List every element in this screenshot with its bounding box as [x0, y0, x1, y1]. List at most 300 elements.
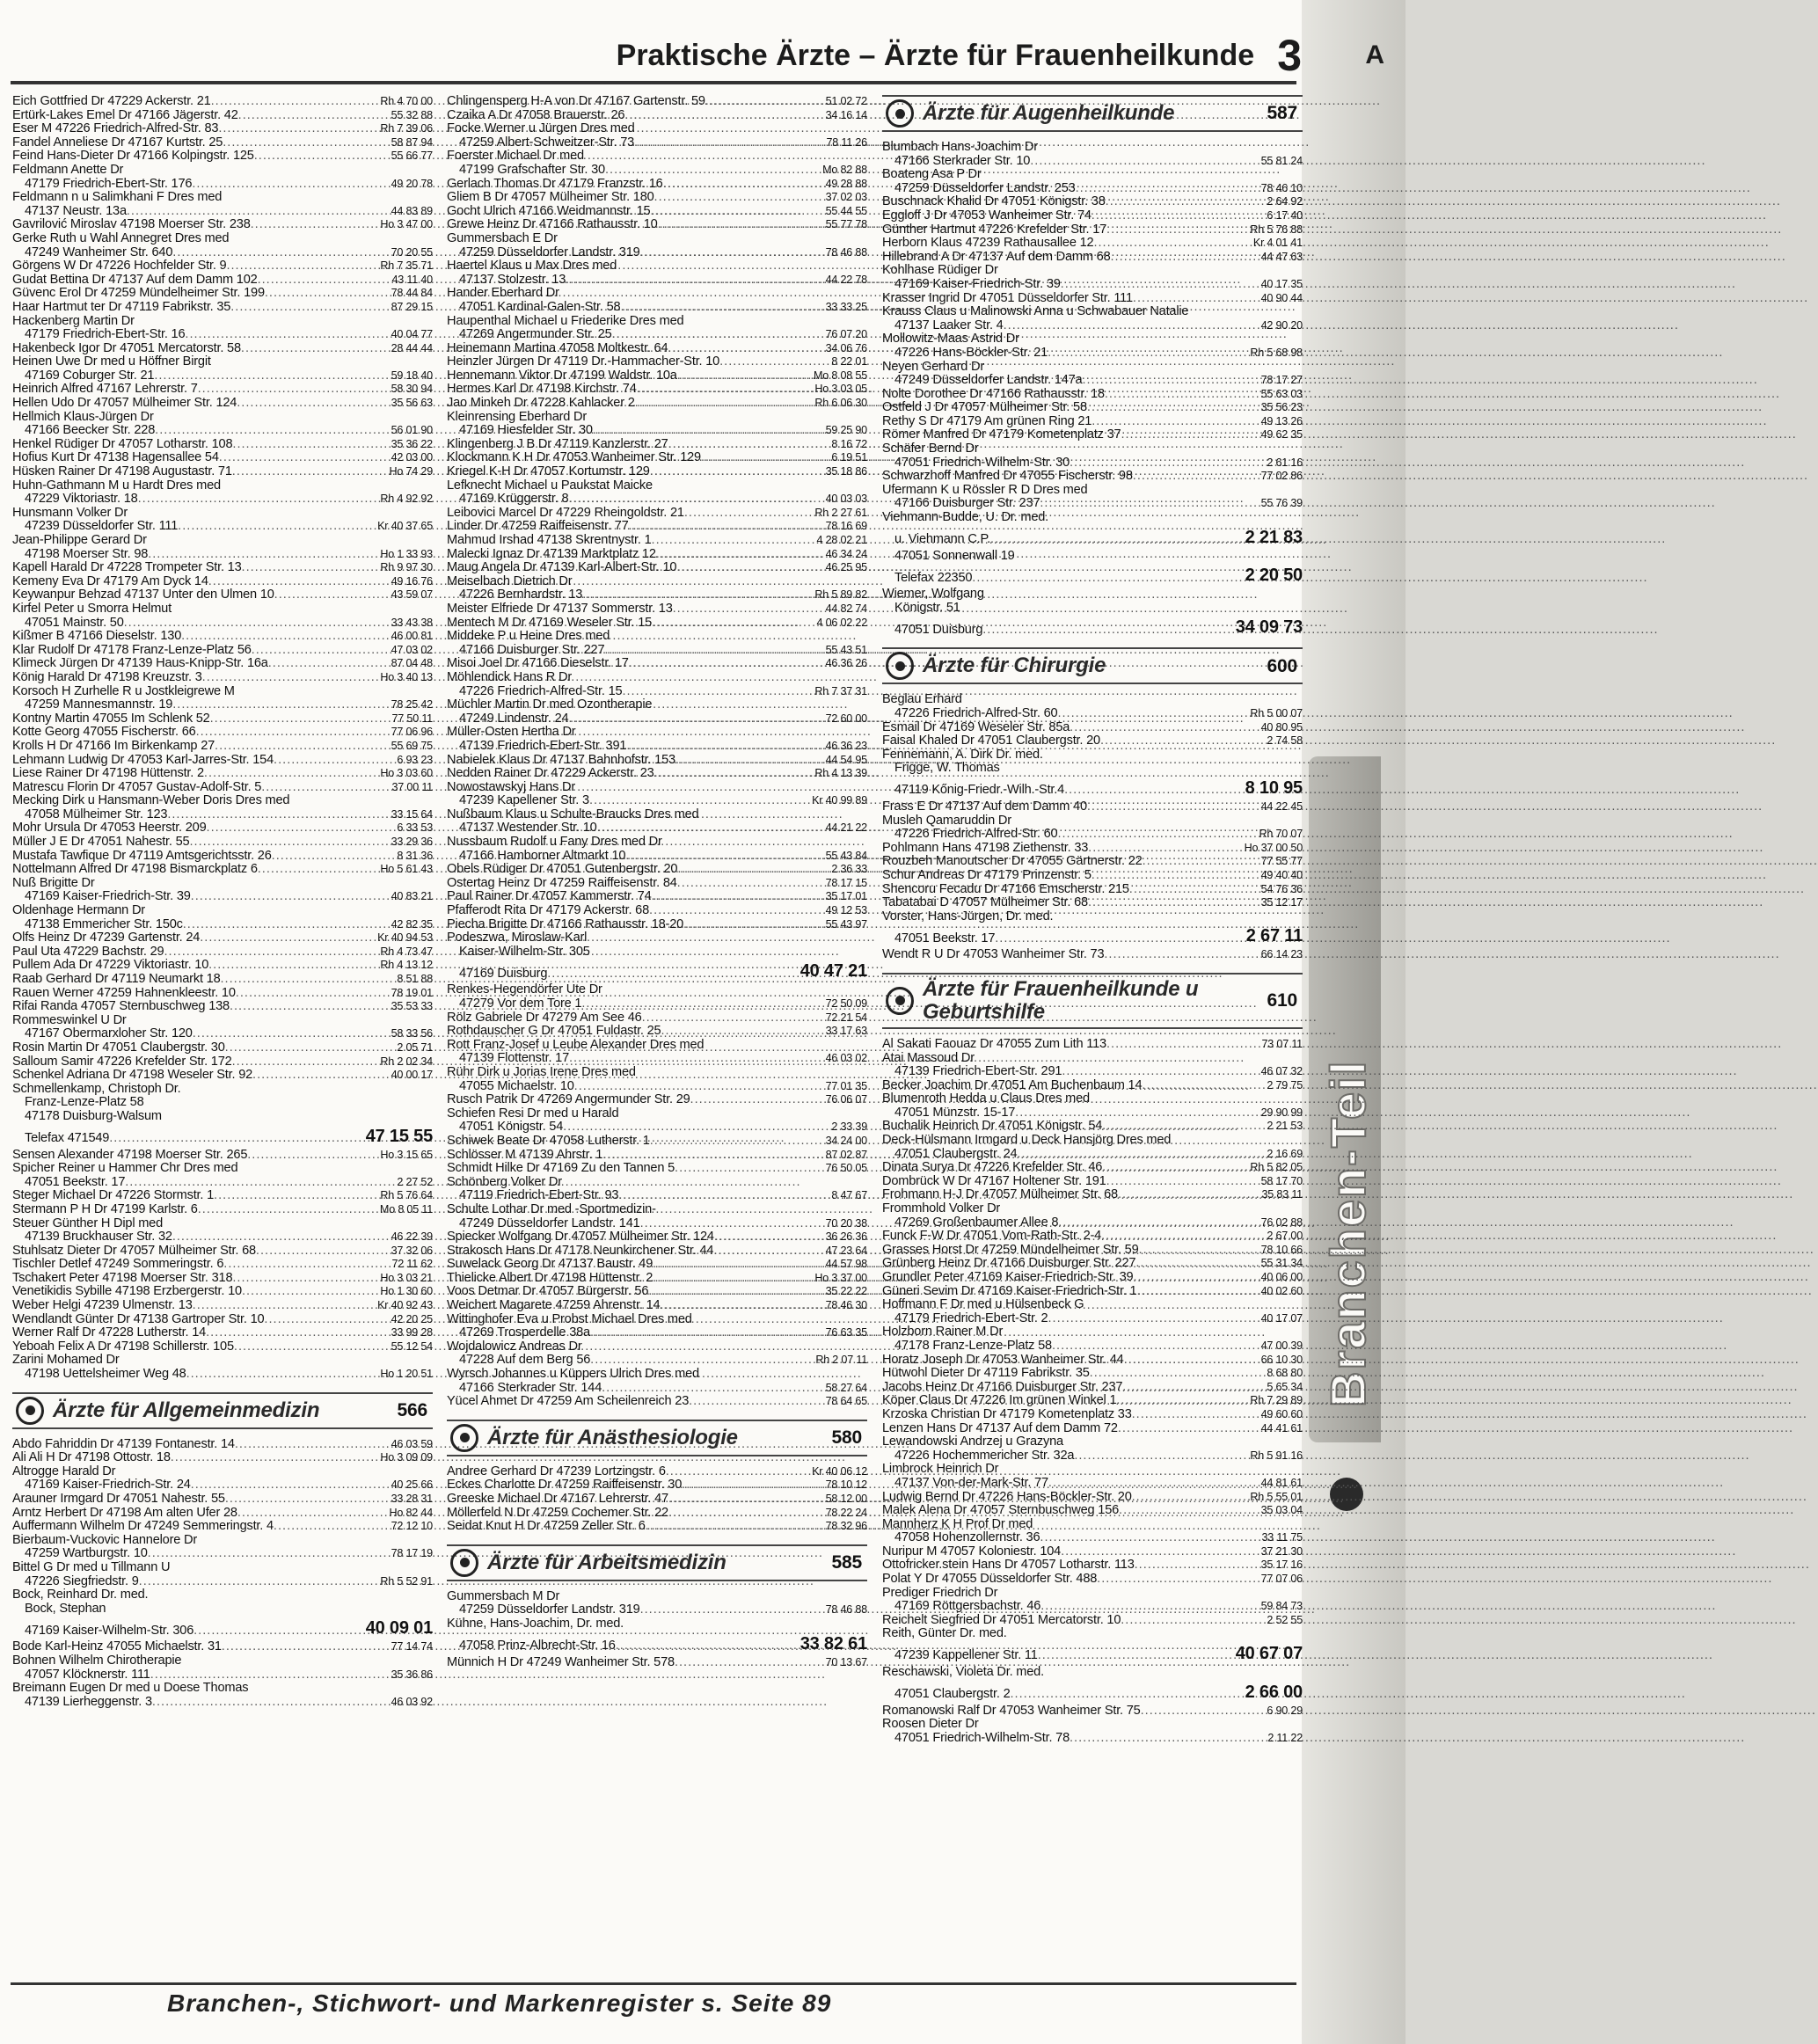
- entry-name: Grundler Peter 47169 Kaiser-Friedrich-Str. 39: [882, 1270, 1134, 1284]
- entry-phone: 77 50 11: [391, 712, 433, 725]
- dot-leader: [660, 1299, 823, 1313]
- entry-name: Jao Minkeh Dr 47228 Kahlacker 2: [447, 396, 635, 411]
- listing-entry: [882, 1257, 1303, 1271]
- entry-phone: 78 10 12: [825, 1478, 867, 1492]
- entry-phone: 59 25 90: [825, 424, 867, 437]
- entry-name: 47226 Friedrich-Alfred-Str. 15: [459, 683, 623, 698]
- listing-entry: [447, 1603, 867, 1617]
- section-number: 610: [1267, 990, 1297, 1011]
- listing-entry: [447, 1025, 867, 1039]
- entry-phone: Ho 3 09 09: [380, 1451, 433, 1464]
- entry-phone: 46 36 23: [825, 739, 867, 752]
- listing-entry: [447, 1245, 867, 1259]
- listing-entry: [447, 246, 867, 260]
- entry-name: Telefax 22350: [894, 570, 973, 585]
- entry-phone: 2 11 22: [1267, 1731, 1303, 1744]
- listing-entry: [882, 926, 1303, 945]
- listing-line: Wyrsch Johannes u Küppers Ulrich Dres med: [447, 1367, 699, 1382]
- entry-phone: Ho 1 30 60: [380, 1285, 433, 1298]
- entry-phone: 2 21 53: [1267, 1120, 1303, 1133]
- entry-phone: 2 33 39: [831, 1121, 867, 1134]
- entry-name: Steger Michael Dr 47226 Stormstr. 1: [12, 1188, 215, 1203]
- entry-phone: 55 43 51: [825, 643, 867, 656]
- listing-entry: [12, 987, 433, 1001]
- listing-entry: [882, 1614, 1303, 1628]
- entry-name: Seidat Knut H Dr 47259 Zeller Str. 6: [447, 1519, 646, 1534]
- entry-name: 47137 Stolzestr. 13: [459, 272, 566, 287]
- dot-leader: [183, 918, 390, 932]
- section-title: Ärzte für Frauenheilkunde u Geburtshilfe: [923, 976, 1199, 1024]
- listing-entry: [447, 1395, 867, 1409]
- dot-leader: [616, 1639, 799, 1653]
- dot-leader: [1048, 347, 1248, 361]
- listing-line: Lewandowski Andrzej u Grazyna: [882, 1434, 1063, 1449]
- dot-leader: [1092, 209, 1266, 223]
- dot-leader: [265, 287, 390, 301]
- entry-phone: 78 46 10: [1260, 181, 1303, 194]
- entry-phone: 6 19 51: [831, 451, 867, 464]
- listing-line: Hander Eberhard Dr: [447, 286, 559, 301]
- entry-name: 47179 Friedrich-Ebert-Str. 2: [894, 1310, 1048, 1325]
- listing-entry: [12, 754, 433, 768]
- entry-phone: 40 00 17: [391, 1069, 433, 1082]
- listing-entry: [12, 617, 433, 631]
- listing-entry: [447, 534, 867, 548]
- entry-name: 47198 Uettelsheimer Weg 48: [25, 1367, 186, 1382]
- listing-entry: [882, 1244, 1303, 1258]
- listing-line: Bohnen Wilhelm Chirotherapie: [12, 1653, 182, 1668]
- entry-phone: 47 15 55: [365, 1126, 433, 1146]
- listing-entry: [447, 1493, 867, 1507]
- entry-name: Malek Alena Dr 47057 Sternbuschweg 156: [882, 1503, 1120, 1518]
- entry-name: Hüsken Rainer Dr 47198 Augustastr. 71: [12, 464, 232, 479]
- entry-name: 47169 Kaiser-Wilhelm-Str. 306: [25, 1623, 194, 1638]
- listing-line: Roosen Dieter Dr: [882, 1717, 979, 1732]
- section-header-chirurgie: [882, 647, 1303, 684]
- entry-name: Auffermann Wilhelm Dr 47249 Semmeringstr. 4: [12, 1519, 274, 1534]
- dot-leader: [574, 1080, 824, 1094]
- entry-name: Römer Manfred Dr 47179 Kometenplatz 37: [882, 427, 1121, 442]
- entry-name: Stuhlsatz Dieter Dr 47057 Mülheimer Str. 68: [12, 1243, 256, 1258]
- dot-leader: [274, 754, 395, 768]
- column-2: [447, 95, 867, 1669]
- entry-name: Herborn Klaus 47239 Rathausallee 12: [882, 236, 1094, 251]
- register-letter: A: [1365, 40, 1384, 69]
- listing-entry: [447, 274, 867, 288]
- listing-entry: [882, 415, 1303, 429]
- dot-leader: [637, 383, 814, 397]
- entry-phone: 55 12 54: [391, 1340, 433, 1353]
- entry-name: Güvenc Erol Dr 47259 Mündelheimer Str. 199: [12, 286, 265, 301]
- entry-phone: 49 13 26: [1260, 414, 1303, 427]
- listing-entry: [447, 602, 867, 617]
- listing-line: Jean-Philippe Gerard Dr: [12, 533, 147, 547]
- entry-name: 47226 Friedrich-Alfred-Str. 60: [894, 706, 1058, 720]
- listing-entry: [882, 319, 1303, 333]
- listing-entry: [447, 1162, 867, 1176]
- listing-entry: [882, 842, 1303, 856]
- entry-name: Krzoska Christian Dr 47179 Kometenplatz 33: [882, 1406, 1132, 1421]
- listing-line: Viehmann-Budde, U. Dr. med.: [882, 510, 1049, 525]
- entry-name: 47226 Hochemmericher Str. 32a: [894, 1448, 1075, 1463]
- listing-entry: [447, 1121, 867, 1135]
- entry-name: 47051 Friedrich-Wilhelm-Str. 30: [894, 455, 1070, 470]
- dot-leader: [654, 767, 814, 781]
- listing-entry: [882, 1271, 1303, 1285]
- entry-phone: 37 21 30: [1260, 1544, 1303, 1558]
- entry-name: 47178 Franz-Lenze-Platz 58: [894, 1338, 1052, 1353]
- listing-entry: [447, 821, 867, 836]
- dot-leader: [167, 808, 389, 822]
- entry-name: Paul Uta 47229 Bachstr. 29: [12, 944, 164, 959]
- entry-name: Lehmann Ludwig Dr 47053 Karl-Jarres-Str. 154: [12, 752, 274, 767]
- section-bullet-icon: [886, 99, 914, 128]
- dot-leader: [1110, 251, 1259, 265]
- entry-phone: 29 90 99: [1260, 1106, 1303, 1119]
- entry-phone: 49 62 35: [1260, 428, 1303, 442]
- listing-line: Wittinghofer Eva u Probst Michael Dres med: [447, 1311, 692, 1326]
- entry-name: Rölz Gabriele Dr 47279 Am See 46: [447, 1010, 642, 1025]
- entry-name: 47198 Moerser Str. 98: [25, 546, 149, 561]
- listing-entry: [882, 401, 1303, 415]
- entry-name: Czaika A Dr 47058 Brauerstr. 26: [447, 107, 625, 122]
- listing-entry: [12, 1272, 433, 1286]
- dot-leader: [189, 836, 389, 850]
- listing-line: Holzborn Rainer M Dr: [882, 1325, 1004, 1340]
- dot-leader: [1121, 1614, 1265, 1628]
- listing-line: Blumenroth Hedda u Claus Dres med: [882, 1091, 1090, 1106]
- dot-leader: [656, 548, 824, 562]
- dot-leader: [701, 451, 829, 465]
- entry-name: 47269 Trosperdelle 38a: [459, 1325, 590, 1340]
- entry-phone: 72 21 54: [825, 1011, 867, 1024]
- entry-phone: Rh 7 37 31: [814, 684, 867, 697]
- entry-name: 47229 Viktoriastr. 18: [25, 492, 138, 507]
- entry-phone: 35 36 22: [391, 437, 433, 450]
- listing-line: Mollowitz-Maas Astrid Dr: [882, 332, 1019, 347]
- listing-entry: [882, 617, 1303, 637]
- listing-line: Meiselbach Dietrich Dr: [447, 573, 573, 588]
- entry-phone: 8 10 95: [1245, 777, 1303, 798]
- dot-leader: [634, 136, 824, 150]
- entry-phone: 8 22 01: [831, 355, 867, 369]
- entry-name: 47051 Beekstr. 17: [894, 931, 996, 945]
- listing-entry: [882, 1559, 1303, 1573]
- listing-entry: [12, 1313, 433, 1327]
- listing-entry: [447, 1656, 867, 1670]
- entry-name: 47167 Obermarxloher Str. 120: [25, 1026, 193, 1041]
- listing-entry: [447, 685, 867, 699]
- entry-name: 47057 Klöcknerstr. 111: [25, 1667, 150, 1682]
- section-title: Ärzte für Allgemeinmedizin: [53, 1398, 320, 1422]
- listing-entry: [12, 1520, 433, 1534]
- entry-phone: 43 11 40: [391, 273, 433, 286]
- entry-name: Abdo Fahriddin Dr 47139 Fontanestr. 14: [12, 1436, 235, 1451]
- entry-phone: 33 82 61: [799, 1633, 867, 1653]
- listing-entry: [447, 355, 867, 369]
- entry-phone: 87 29 15: [391, 300, 433, 313]
- listing-line: Schiefen Resi Dr med u Harald: [447, 1106, 619, 1121]
- listing-entry: [447, 548, 867, 562]
- listing-line: Breimann Eugen Dr med u Doese Thomas: [12, 1681, 249, 1696]
- entry-name: Frass E Dr 47137 Auf dem Damm 40: [882, 799, 1087, 814]
- dot-leader: [247, 1149, 378, 1163]
- listing-line: Frommhold Volker Dr: [882, 1201, 1001, 1216]
- entry-phone: 55 76 39: [1260, 497, 1303, 510]
- entry-name: Klar Rudolf Dr 47178 Franz-Lenze-Platz 56: [12, 642, 252, 657]
- dot-leader: [230, 301, 389, 315]
- entry-name: Klimeck Jürgen Dr 47139 Haus-Knipp-Str. 16a: [12, 656, 268, 671]
- listing-entry: [447, 451, 867, 465]
- listing-entry: [12, 1127, 433, 1146]
- entry-name: 47166 Hamborner Altmarkt 10: [459, 848, 626, 863]
- listing-entry: [882, 948, 1303, 962]
- listing-line: Musleh Qamaruddin Dr: [882, 813, 1011, 828]
- entry-phone: 78 46 88: [825, 245, 867, 259]
- entry-name: 47169 Duisburg: [459, 966, 548, 981]
- entry-phone: 55 66 77: [391, 150, 433, 163]
- entry-phone: Mo 8 05 11: [379, 1202, 433, 1215]
- listing-entry: [882, 1148, 1303, 1162]
- entry-phone: 87 04 48: [391, 657, 433, 670]
- listing-entry: [12, 328, 433, 342]
- listing-entry: [447, 369, 867, 383]
- dot-leader: [650, 465, 824, 479]
- dot-leader: [208, 959, 378, 973]
- entry-name: Meister Elfriede Dr 47137 Sommerstr. 13: [447, 601, 673, 616]
- dot-leader: [629, 657, 824, 671]
- dot-leader: [990, 533, 1244, 547]
- entry-phone: 40 25 66: [391, 1478, 433, 1492]
- dot-leader: [1102, 1120, 1265, 1134]
- listing-entry: [447, 1080, 867, 1094]
- listing-entry: [447, 1634, 867, 1653]
- listing-line: Blumbach Hans-Joachim Dr: [882, 140, 1038, 154]
- listing-entry: [882, 1106, 1303, 1121]
- listing-entry: [12, 821, 433, 836]
- entry-phone: 59 84 73: [1260, 1600, 1303, 1613]
- listing-line: Hunsmann Volker Dr: [12, 505, 128, 520]
- listing-line: Schulte Lothar Dr med -Sportmedizin-: [447, 1201, 656, 1216]
- entry-name: Paul Rainer Dr 47057 Kammerstr. 74: [447, 889, 652, 904]
- dot-leader: [1048, 1477, 1259, 1491]
- entry-phone: Rh 5 82 05: [1250, 1161, 1303, 1174]
- listing-entry: [12, 740, 433, 754]
- entry-name: 47051 Beekstr. 17: [25, 1174, 126, 1189]
- listing-entry: [12, 671, 433, 685]
- entry-phone: 46 07 32: [1260, 1065, 1303, 1078]
- listing-entry: [447, 1011, 867, 1026]
- entry-name: Weber Helgi 47239 Ulmenstr. 13: [12, 1298, 193, 1313]
- listing-entry: [882, 1312, 1303, 1326]
- dot-leader: [1129, 883, 1259, 897]
- entry-phone: Ho 3 40 13: [380, 670, 433, 683]
- entry-phone: 46 03 92: [391, 1695, 433, 1708]
- dot-leader: [164, 945, 378, 960]
- page-title: Praktische Ärzte – Ärzte für Frauenheilkunde: [616, 38, 1255, 72]
- entry-name: Müller J E Dr 47051 Nahestr. 55: [12, 835, 190, 850]
- listing-entry: [12, 1041, 433, 1055]
- dot-leader: [682, 1478, 823, 1493]
- entry-name: Schur Andreas Dr 47179 Prinzenstr. 5: [882, 867, 1092, 882]
- entry-name: Güneri Sevim Dr 47169 Kaiser-Friedrich-Str. 1: [882, 1283, 1137, 1298]
- listing-line: Mannherz K H Prof Dr med: [882, 1516, 1033, 1531]
- entry-phone: 56 01 90: [391, 424, 433, 437]
- dot-leader: [604, 644, 823, 658]
- listing-entry: [12, 863, 433, 877]
- dot-leader: [1040, 1531, 1259, 1545]
- listing-entry: [12, 973, 433, 987]
- listing-entry: [12, 1069, 433, 1083]
- entry-phone: 72 11 62: [391, 1258, 433, 1271]
- listing-entry: [12, 1189, 433, 1203]
- entry-phone: 2 79 75: [1267, 1078, 1303, 1091]
- listing-line: Müchler Martin Dr med Ozontherapie: [447, 697, 653, 712]
- entry-name: Heinrich Alfred 47167 Lehrerstr. 7: [12, 382, 198, 397]
- listing-entry: [12, 712, 433, 726]
- entry-phone: 6 93 23: [397, 753, 433, 766]
- entry-phone: Rh 4 13 12: [380, 959, 433, 972]
- entry-name: Rifai Randa 47057 Sternbuschweg 138: [12, 999, 230, 1014]
- entry-name: 47259 Albert-Schweitzer-Str. 73: [459, 135, 635, 150]
- entry-name: Hillebrand A Dr 47137 Auf dem Damm 68: [882, 249, 1111, 264]
- column-1: [12, 95, 433, 1709]
- entry-name: Nabielek Klaus Dr 47137 Bahnhofstr. 153: [447, 752, 675, 767]
- entry-phone: 2 74 58: [1267, 734, 1303, 748]
- listing-entry: [447, 493, 867, 507]
- listing-line: Nussbaum Rudolf u Fany Dres med Dr: [447, 835, 662, 850]
- listing-entry: [12, 301, 433, 315]
- listing-entry: [447, 1230, 867, 1245]
- listing-line: Bock, Stephan: [25, 1601, 106, 1616]
- entry-name: Esmail Dr 47169 Weseler Str. 85a: [882, 719, 1070, 734]
- entry-name: Rauen Werner 47259 Hahnenkleestr. 10: [12, 985, 236, 1000]
- dot-leader: [1040, 1600, 1259, 1614]
- listing-entry: [447, 918, 867, 932]
- dot-leader: [268, 657, 390, 671]
- entry-phone: 46 25 95: [825, 561, 867, 574]
- entry-phone: 35 83 11: [1261, 1188, 1303, 1201]
- listing-entry: [882, 855, 1303, 869]
- listing-entry: [12, 1230, 433, 1245]
- listing-entry: [882, 1161, 1303, 1175]
- entry-phone: 40 02 60: [1260, 1284, 1303, 1297]
- entry-phone: 78 17 15: [825, 876, 867, 889]
- entry-phone: 35 56 63: [391, 397, 433, 410]
- entry-phone: Kr 40 92 43: [377, 1299, 433, 1312]
- entry-name: 47137 Laaker Str. 4: [894, 318, 1004, 332]
- dot-leader: [1100, 734, 1265, 748]
- entry-name: Weichert Magarete 47259 Ahrenstr. 14: [447, 1298, 661, 1313]
- entry-name: Romanowski Ralf Dr 47053 Wanheimer Str. 75: [882, 1703, 1141, 1718]
- section-header-anaesthesiologie: [447, 1420, 867, 1456]
- listing-entry: [12, 1640, 433, 1654]
- entry-name: 47166 Duisburger Str. 237: [894, 496, 1040, 511]
- entry-phone: 35 36 86: [391, 1668, 433, 1681]
- section-number: 566: [397, 1399, 427, 1420]
- entry-name: Bode Karl-Heinz 47055 Michaelstr. 31: [12, 1639, 222, 1654]
- listing-entry: [447, 997, 867, 1011]
- entry-name: 47226 Bernhardstr. 13: [459, 588, 583, 602]
- entry-name: Dombrück W Dr 47167 Holtener Str. 191: [882, 1173, 1106, 1188]
- entry-phone: 40 67 07: [1235, 1644, 1303, 1664]
- entry-phone: Ho 3 03 60: [380, 767, 433, 780]
- dot-leader: [590, 1326, 824, 1340]
- entry-phone: 33 99 28: [391, 1326, 433, 1340]
- listing-line: Prediger Friedrich Dr: [882, 1585, 998, 1600]
- entry-phone: Rh 6 06 30: [814, 397, 867, 410]
- entry-phone: Rh 5 89 82: [814, 588, 867, 602]
- entry-name: 47051 Claubergstr. 24: [894, 1146, 1018, 1161]
- entry-phone: 76 02 88: [1260, 1215, 1303, 1229]
- listing-entry: [447, 767, 867, 781]
- entry-phone: 77 14 74: [391, 1640, 433, 1653]
- entry-phone: Ho 3 03 21: [380, 1271, 433, 1284]
- dot-leader: [193, 1027, 390, 1041]
- entry-name: 47051 Friedrich-Wilhelm-Str. 78: [894, 1730, 1070, 1745]
- dot-leader: [232, 1055, 379, 1069]
- entry-name: Arauner Irmgard Dr 47051 Nahestr. 55: [12, 1492, 225, 1506]
- dot-leader: [225, 1041, 396, 1055]
- dot-leader: [223, 136, 389, 150]
- listing-entry: [882, 1422, 1303, 1436]
- listing-entry: [447, 1272, 867, 1286]
- entry-phone: Rh 7 29 89: [1250, 1394, 1303, 1407]
- entry-name: Kißmer B 47166 Dieselstr. 130: [12, 629, 182, 644]
- dot-leader: [185, 328, 389, 342]
- listing-entry: [447, 1135, 867, 1149]
- entry-name: Buschnack Khalid Dr 47051 Königstr. 38: [882, 194, 1106, 209]
- listing-entry: [447, 1258, 867, 1272]
- entry-name: Rethy S Dr 47179 Am grünen Ring 21: [882, 413, 1092, 428]
- dot-leader: [629, 520, 824, 534]
- listing-entry: [447, 95, 867, 109]
- entry-phone: 37 00 11: [391, 780, 433, 793]
- entry-name: Günther Hartmut 47226 Krefelder Str. 17: [882, 222, 1107, 237]
- entry-phone: 2 67 00: [1267, 1230, 1303, 1243]
- dot-leader: [547, 967, 798, 982]
- dot-leader: [1132, 1408, 1259, 1422]
- entry-name: Gerlach Thomas Dr 47179 Franzstr. 16: [447, 176, 663, 191]
- entry-name: 47259 Wartburgstr. 10: [25, 1546, 148, 1561]
- dot-leader: [237, 1507, 388, 1521]
- listing-entry: [447, 109, 867, 123]
- entry-name: Dinata Surya Dr 47226 Krefelder Str. 46: [882, 1160, 1103, 1175]
- dot-leader: [640, 1217, 824, 1231]
- entry-phone: 36 26 36: [825, 1230, 867, 1244]
- dot-leader: [626, 740, 823, 754]
- entry-name: Wendt R U Dr 47053 Wanheimer Str. 73: [882, 947, 1105, 962]
- dot-leader: [242, 1285, 378, 1299]
- entry-phone: Rh 4 70 00: [380, 95, 433, 107]
- listing-line: Vorster, Hans-Jürgen, Dr. med.: [882, 909, 1054, 923]
- listing-entry: [12, 575, 433, 589]
- entry-name: 47139 Lierheggenstr. 3: [25, 1694, 152, 1709]
- entry-name: Ostfeld J Dr 47057 Mülheimer Str. 58: [882, 400, 1087, 415]
- dot-leader: [127, 205, 390, 219]
- listing-entry: [882, 209, 1303, 223]
- dot-leader: [252, 644, 390, 658]
- dot-leader: [653, 1272, 813, 1286]
- entry-phone: 73 07 11: [1261, 1037, 1303, 1050]
- entry-phone: 35 03 04: [1260, 1504, 1303, 1517]
- entry-name: 47166 Sterkrader Str. 10: [894, 153, 1031, 168]
- listing-entry: [882, 1683, 1303, 1702]
- listing-entry: [882, 497, 1303, 511]
- listing-praktische-aerzte: [12, 95, 433, 1382]
- entry-phone: 35 22 22: [825, 1285, 867, 1298]
- entry-phone: Ho 3 47 00: [380, 218, 433, 231]
